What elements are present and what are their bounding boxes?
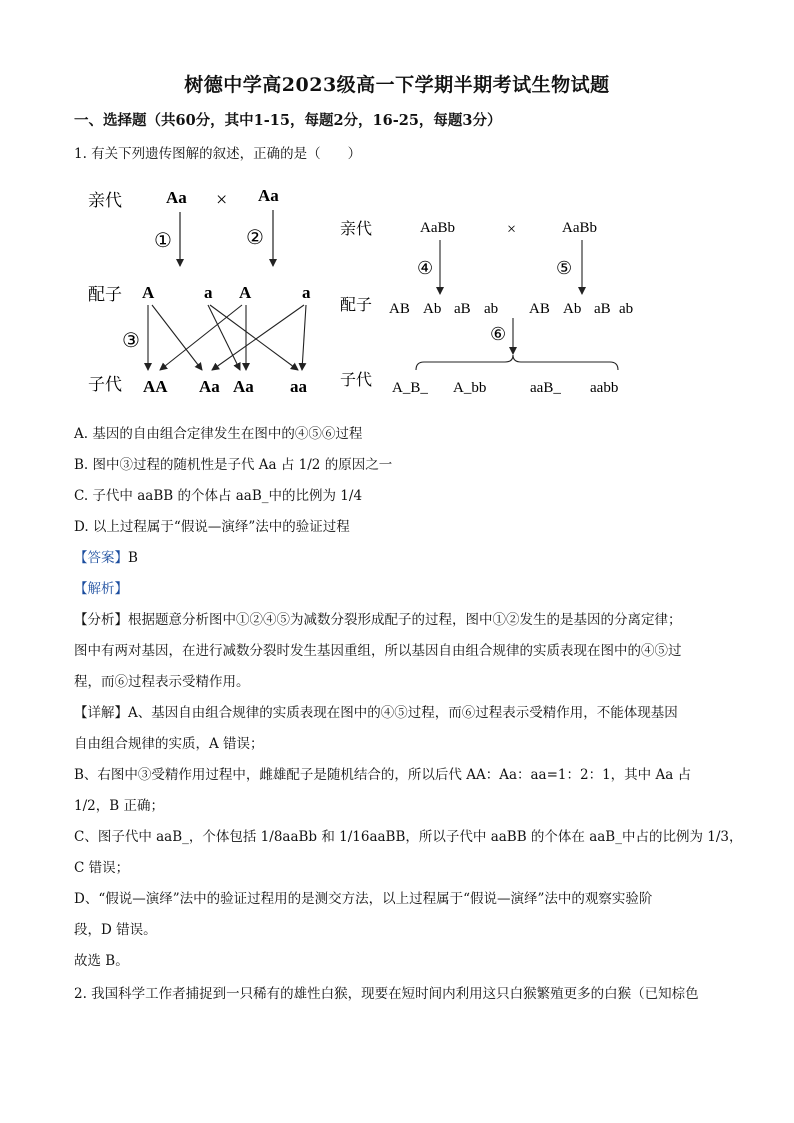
right-parent-2: AaBb [562,220,597,236]
question-1-stem: 1. 有关下列遗传图解的叙述，正确的是（ ） [74,146,362,162]
option-a: A. 基因的自由组合定律发生在图中的④⑤⑥过程 [74,426,363,442]
detail-text: D、“假说—演绎”法中的验证过程用的是测交方法，以上过程属于“假说—演绎”法中的观察实验阶 [74,891,653,907]
detail-text: 自由组合规律的实质，A 错误； [74,736,264,752]
left-parent-1: Aa [166,188,187,207]
detail-text: 段，D 错误。 [74,922,157,938]
step-2-marker: ② [246,227,264,249]
left-gamete: A [239,283,252,302]
answer-label: 【答案】 [74,550,128,566]
step-5-marker: ⑤ [556,258,573,278]
detail-text: 1/2，B 正确； [74,798,164,814]
right-gamete-set-1: AB [389,301,410,317]
right-gamete-set-2: aB [594,301,611,317]
right-parent-1: AaBb [420,220,455,236]
left-offspring: aa [290,377,307,396]
left-cross-symbol: × [216,189,228,211]
left-parent-2: Aa [258,186,279,205]
left-offspring: AA [143,377,168,396]
right-offspring: A_B_ [392,380,428,396]
detail-text: C 错误； [74,860,130,876]
right-gamete-label: 配子 [340,295,373,314]
option-c: C. 子代中 aaBB 的个体占 aaB_中的比例为 1/4 [74,488,363,504]
answer-line [74,546,138,566]
detail-text: A、基因自由组合规律的实质表现在图中的④⑤过程，而⑥过程表示受精作用，不能体现基因 [128,705,678,721]
analysis-text: 根据题意分析图中①②④⑤为减数分裂形成配子的过程，图中①②发生的是基因的分离定律； [128,612,682,628]
analysis-paragraph-line [74,608,682,628]
step-3-marker: ③ [122,330,140,352]
detail-head: 【详解】 [74,705,128,721]
right-gamete-set-1: aB [454,301,471,317]
analysis-text: 程，而⑥过程表示受精作用。 [74,674,250,690]
left-gamete: a [302,283,311,302]
right-offspring: A_bb [453,380,487,396]
right-gamete-set-2: Ab [563,301,582,317]
right-cross-symbol: × [507,221,517,238]
left-gamete: A [142,283,155,302]
right-parent-label: 亲代 [340,219,373,238]
step-1-marker: ① [154,230,172,252]
right-offspring: aaB_ [530,380,561,396]
detail-text: C、图子代中 aaB_，个体包括 1/8aaBb 和 1/16aaBB，所以子代中 aaBB 的个体在 aaB_中占的比例为 1/3， [74,829,743,845]
question-2-stem: 2. 我国科学工作者捕捉到一只稀有的雄性白猴，现要在短时间内利用这只白猴繁殖更多的白猴（已知棕色 [74,986,699,1002]
right-gamete-set-1: ab [484,301,499,317]
option-b: B. 图中③过程的随机性是子代 Aa 占 1/2 的原因之一 [74,457,393,473]
step-6-marker: ⑥ [490,324,507,344]
left-parent-label: 亲代 [88,191,122,211]
analysis-head: 【分析】 [74,612,128,628]
analysis-text: 图中有两对基因，在进行减数分裂时发生基因重组，所以基因自由组合规律的实质表现在图中的④⑤过 [74,643,682,659]
analysis-label: 【解析】 [74,581,128,597]
answer-value: B [128,550,138,566]
section-heading: 一、选择题（共60分，其中1-15，每题2分，16-25，每题3分） [74,112,502,129]
right-gamete-set-2: AB [529,301,550,317]
right-gamete-set-2: ab [619,301,634,317]
step-4-marker: ④ [417,258,434,278]
genetics-diagram [0,170,794,410]
option-d: D. 以上过程属于“假说—演绎”法中的验证过程 [74,519,350,535]
left-gamete: a [204,283,213,302]
conclusion-text: 故选 B。 [74,953,129,969]
right-gamete-set-1: Ab [423,301,442,317]
left-offspring: Aa [233,377,254,396]
offspring-brace [416,355,618,370]
detail-text: B、右图中③受精作用过程中，雌雄配子是随机结合的，所以后代 AA：Aa：aa=1：2：1，其中 Aa 占 [74,767,692,783]
left-offspring-label: 子代 [88,375,122,395]
right-offspring-label: 子代 [340,370,373,389]
page-title: 树德中学高2023级高一下学期半期考试生物试题 [184,74,610,96]
right-offspring: aabb [590,380,619,396]
left-gamete-label: 配子 [88,285,122,305]
detail-paragraph-line [74,701,678,721]
left-offspring: Aa [199,377,220,396]
